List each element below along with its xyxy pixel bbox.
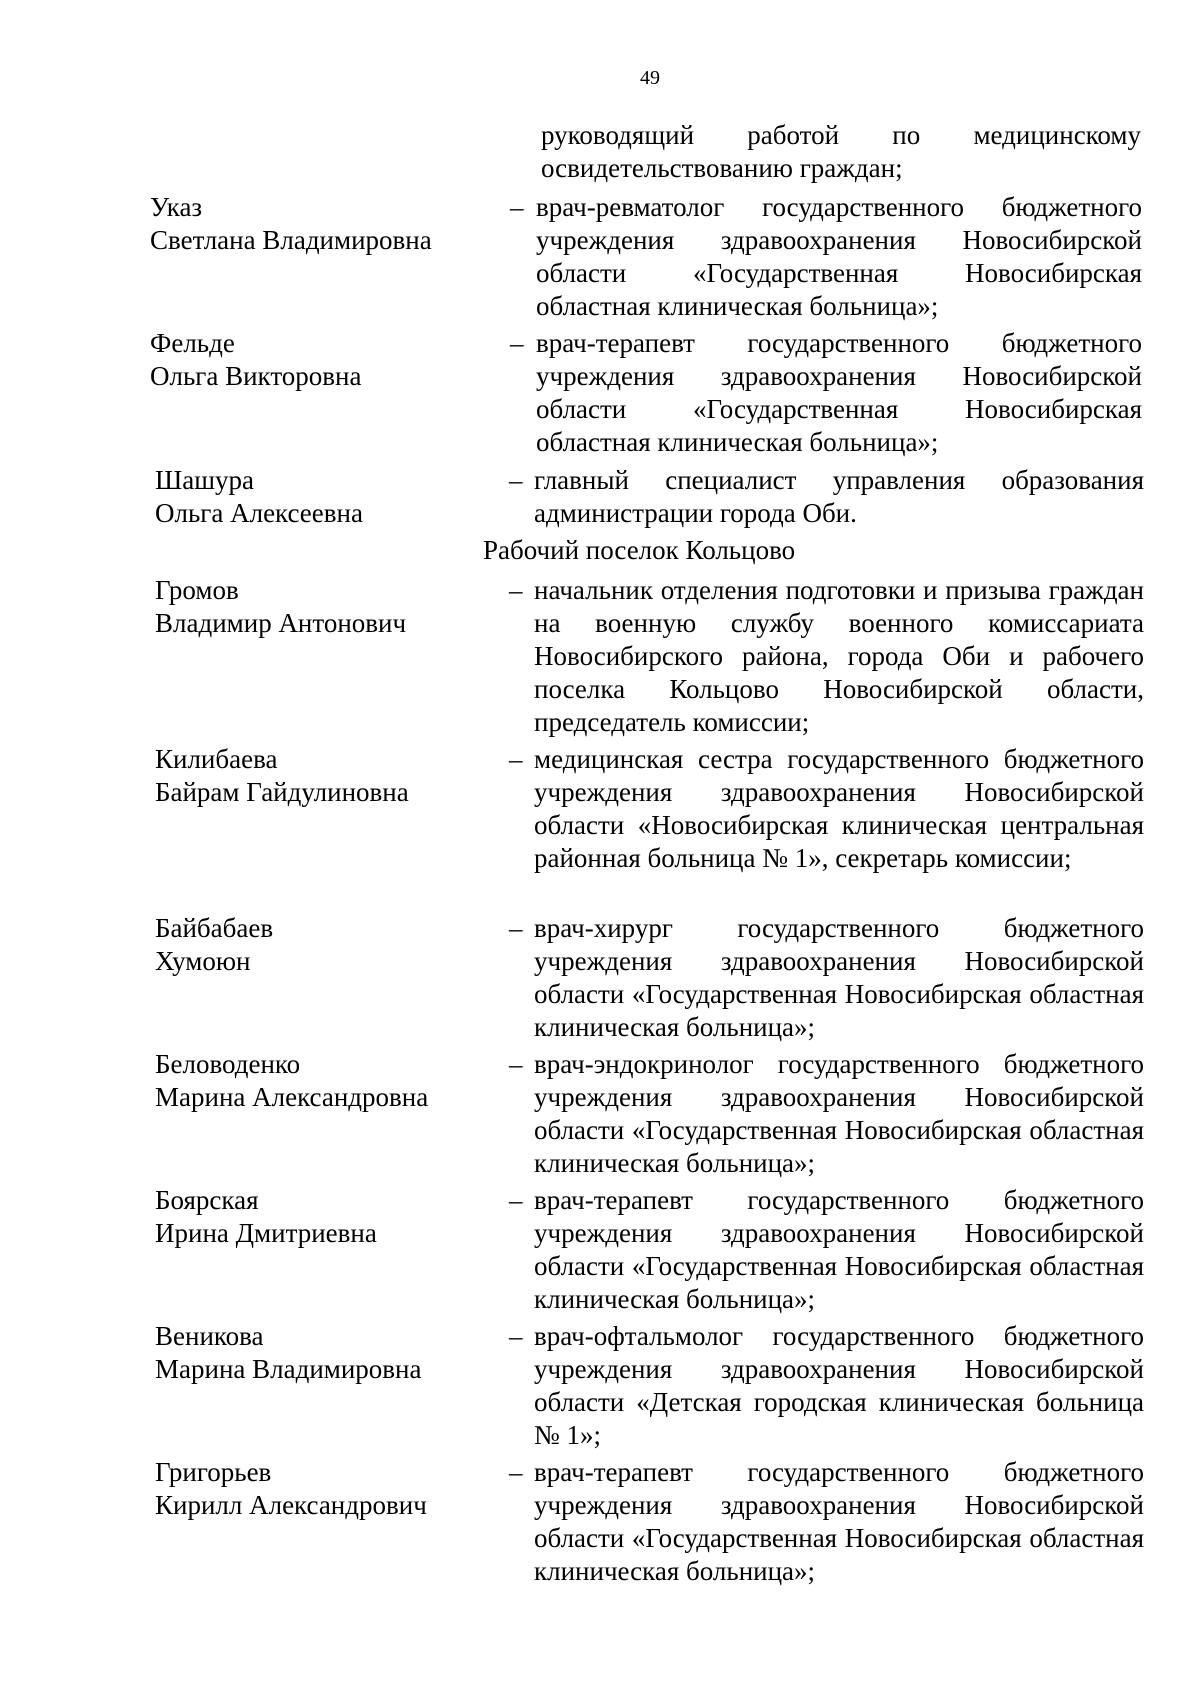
member-surname: Указ [150,192,203,222]
member-surname: Боярская [155,1185,259,1215]
member-given-names: Владимир Антонович [155,608,407,638]
member-position: врач-терапевт государственного бюджетного учреждения здравоохранения Новосибирской области «Государственная Новосибирская областная клиническая больница»; [534,1457,1144,1586]
member-given-names: Байрам Гайдулиновна [155,777,409,807]
member-given-names: Кирилл Александрович [155,1490,427,1520]
dash-separator: – [510,328,524,358]
member-surname: Беловоденко [155,1049,301,1079]
member-name [150,191,490,257]
member-surname: Шашура [155,465,254,495]
dash-separator: – [509,1321,523,1351]
member-surname: Фельде [150,328,235,358]
member-name [155,1184,495,1250]
member-position: главный специалист управления образования администрации города Оби. [534,465,1144,528]
member-name [155,464,495,530]
member-name [155,743,495,809]
member-surname: Байбабаев [155,913,274,943]
page-number: 49 [640,67,660,89]
continuation-text: руководящий работой по медицинскому освидетельствованию граждан; [541,120,1141,183]
member-name [155,1456,495,1522]
member-position: начальник отделения подготовки и призыва граждан на военную службу военного комиссариата Новосибирского района, города Оби и рабочего поселка Кольцово Новосибирской области, председатель комиссии; [534,575,1144,737]
member-given-names: Марина Владимировна [155,1354,422,1384]
dash-separator: – [509,1457,523,1487]
member-position: врач-эндокринолог государственного бюджетного учреждения здравоохранения Новосибирской области «Государственная Новосибирская областная клиническая больница»; [534,1049,1144,1178]
section-heading: Рабочий поселок Кольцово [483,535,796,565]
dash-separator: – [509,465,523,495]
member-given-names: Ирина Дмитриевна [155,1218,377,1248]
member-name [155,912,495,978]
member-given-names: Хумоюн [155,946,251,976]
member-given-names: Светлана Владимировна [150,225,432,255]
member-given-names: Ольга Алексеевна [155,498,363,528]
member-position: врач-терапевт государственного бюджетного учреждения здравоохранения Новосибирской области «Государственная Новосибирская областная клиническая больница»; [534,1185,1144,1314]
dash-separator: – [509,744,523,774]
dash-separator: – [509,575,523,605]
member-given-names: Ольга Викторовна [150,361,362,391]
member-surname: Веникова [155,1321,264,1351]
member-name [155,1320,495,1386]
member-surname: Громов [155,575,239,605]
dash-separator: – [510,192,524,222]
dash-separator: – [509,1185,523,1215]
member-surname: Килибаева [155,744,278,774]
member-position: медицинская сестра государственного бюджетного учреждения здравоохранения Новосибирской области «Новосибирская клиническая центральная районная больница № 1», секретарь комиссии; [534,744,1144,873]
member-name [155,1048,495,1114]
member-position: врач-ревматолог государственного бюджетного учреждения здравоохранения Новосибирской области «Государственная Новосибирская областная клиническая больница»; [536,192,1142,321]
dash-separator: – [509,1049,523,1079]
member-name [155,574,495,640]
dash-separator: – [509,913,523,943]
member-given-names: Марина Александровна [155,1082,429,1112]
member-name [150,327,490,393]
member-surname: Григорьев [155,1457,272,1487]
member-position: врач-офтальмолог государственного бюджетного учреждения здравоохранения Новосибирской области «Детская городская клиническая больница № 1»; [534,1321,1144,1450]
member-position: врач-терапевт государственного бюджетного учреждения здравоохранения Новосибирской области «Государственная Новосибирская областная клиническая больница»; [536,328,1142,457]
member-position: врач-хирург государственного бюджетного учреждения здравоохранения Новосибирской области «Государственная Новосибирская областная клиническая больница»; [534,913,1144,1042]
